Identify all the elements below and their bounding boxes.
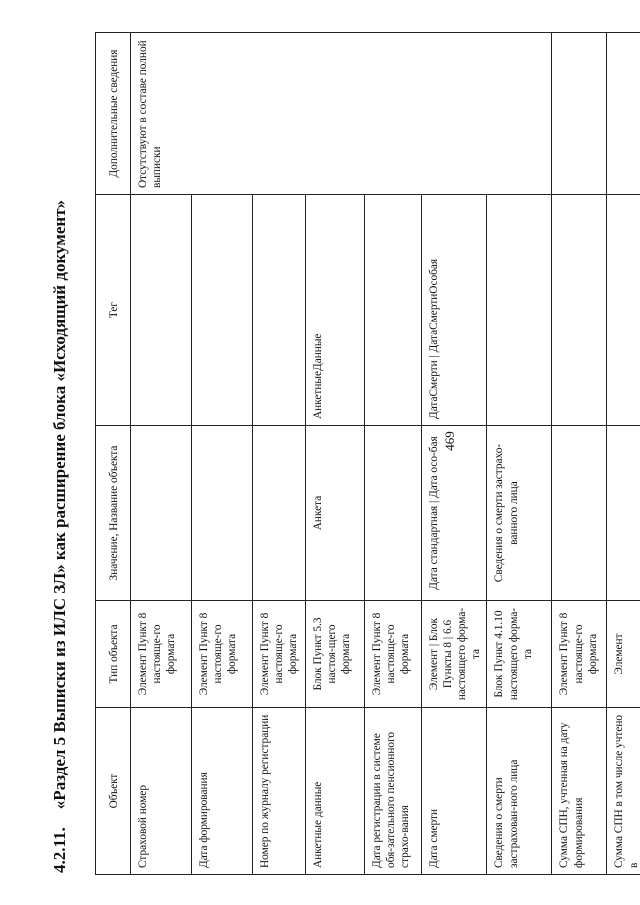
cell-value: Сведения о смерти застрахо-ванного лица [487, 426, 552, 601]
header-tag: Тег [96, 195, 131, 426]
header-type: Тип объекта [96, 601, 131, 708]
cell-object: Номер по журналу регистрации [253, 708, 306, 875]
cell-tag [552, 195, 607, 426]
cell-tag [365, 195, 422, 426]
page-number: 469 [442, 431, 457, 451]
cell-type: Блок Пункт 5.3 настоя-щего формата [306, 601, 365, 708]
cell-type: Элемент Пункт 8 настояще-го формата [365, 601, 422, 708]
cell-extra [552, 33, 607, 195]
table-row [552, 33, 607, 875]
cell-type: Элемент Пункт 8 настояще-го формата [253, 601, 306, 708]
cell-object: Дата смерти [422, 708, 487, 875]
table-row [131, 33, 192, 875]
cell-tag [487, 195, 552, 426]
cell-object: Сумма СПН, учтенная на дату формирования [552, 708, 607, 875]
cell-type: Элемент Пункт 8 настояще-го формата [131, 601, 192, 708]
cell-tag: АнкетныеДанные [306, 195, 365, 426]
cell-object: Анкетные данные [306, 708, 365, 875]
section-number: 4.2.11. [50, 827, 69, 873]
table-row [607, 33, 640, 875]
cell-type: Блок Пункт 4.1.10 настоящего форма-та [487, 601, 552, 708]
cell-type: Элемент Пункт 8 настояще-го формата [192, 601, 253, 708]
cell-tag: ДатаСмерти | ДатаСмертиОсобая [422, 195, 487, 426]
cell-tag [607, 195, 640, 426]
cell-type: Элемент [607, 601, 640, 708]
cell-value: Дата стандартная | Дата осо-бая [422, 426, 487, 601]
cell-object: Страховой номер [131, 708, 192, 875]
header-object: Объект [96, 708, 131, 875]
cell-value [131, 426, 192, 601]
cell-object: Сумма СПН в том числе учтено в [607, 708, 640, 875]
cell-value [365, 426, 422, 601]
cell-tag [253, 195, 306, 426]
cell-object: Дата регистрации в системе обя-зательного пенсионного страхо-вания [365, 708, 422, 875]
cell-tag [192, 195, 253, 426]
cell-value: Анкета [306, 426, 365, 601]
cell-tag [131, 195, 192, 426]
objects-table [95, 32, 640, 875]
cell-value [192, 426, 253, 601]
cell-value [552, 426, 607, 601]
cell-object: Дата формирования [192, 708, 253, 875]
cell-object: Сведения о смерти застрахован-ного лица [487, 708, 552, 875]
cell-extra [607, 33, 640, 195]
cell-value [253, 426, 306, 601]
table-header-row [96, 33, 131, 875]
section-heading [50, 200, 70, 873]
cell-value [607, 426, 640, 601]
section-title: «Раздел 5 Выписки из ИЛС ЗЛ» как расширение блока «Исходящий документ» [50, 199, 69, 810]
header-value: Значение, Название объекта [96, 426, 131, 601]
header-extra: Дополнительные сведения [96, 33, 131, 195]
cell-type: Элемент | Блок Пункты 8 | 6.6 настоящего форма-та [422, 601, 487, 708]
cell-type: Элемент Пункт 8 настояще-го формата [552, 601, 607, 708]
cell-extra-note: Отсутствуют в составе полной выписки [131, 33, 552, 195]
